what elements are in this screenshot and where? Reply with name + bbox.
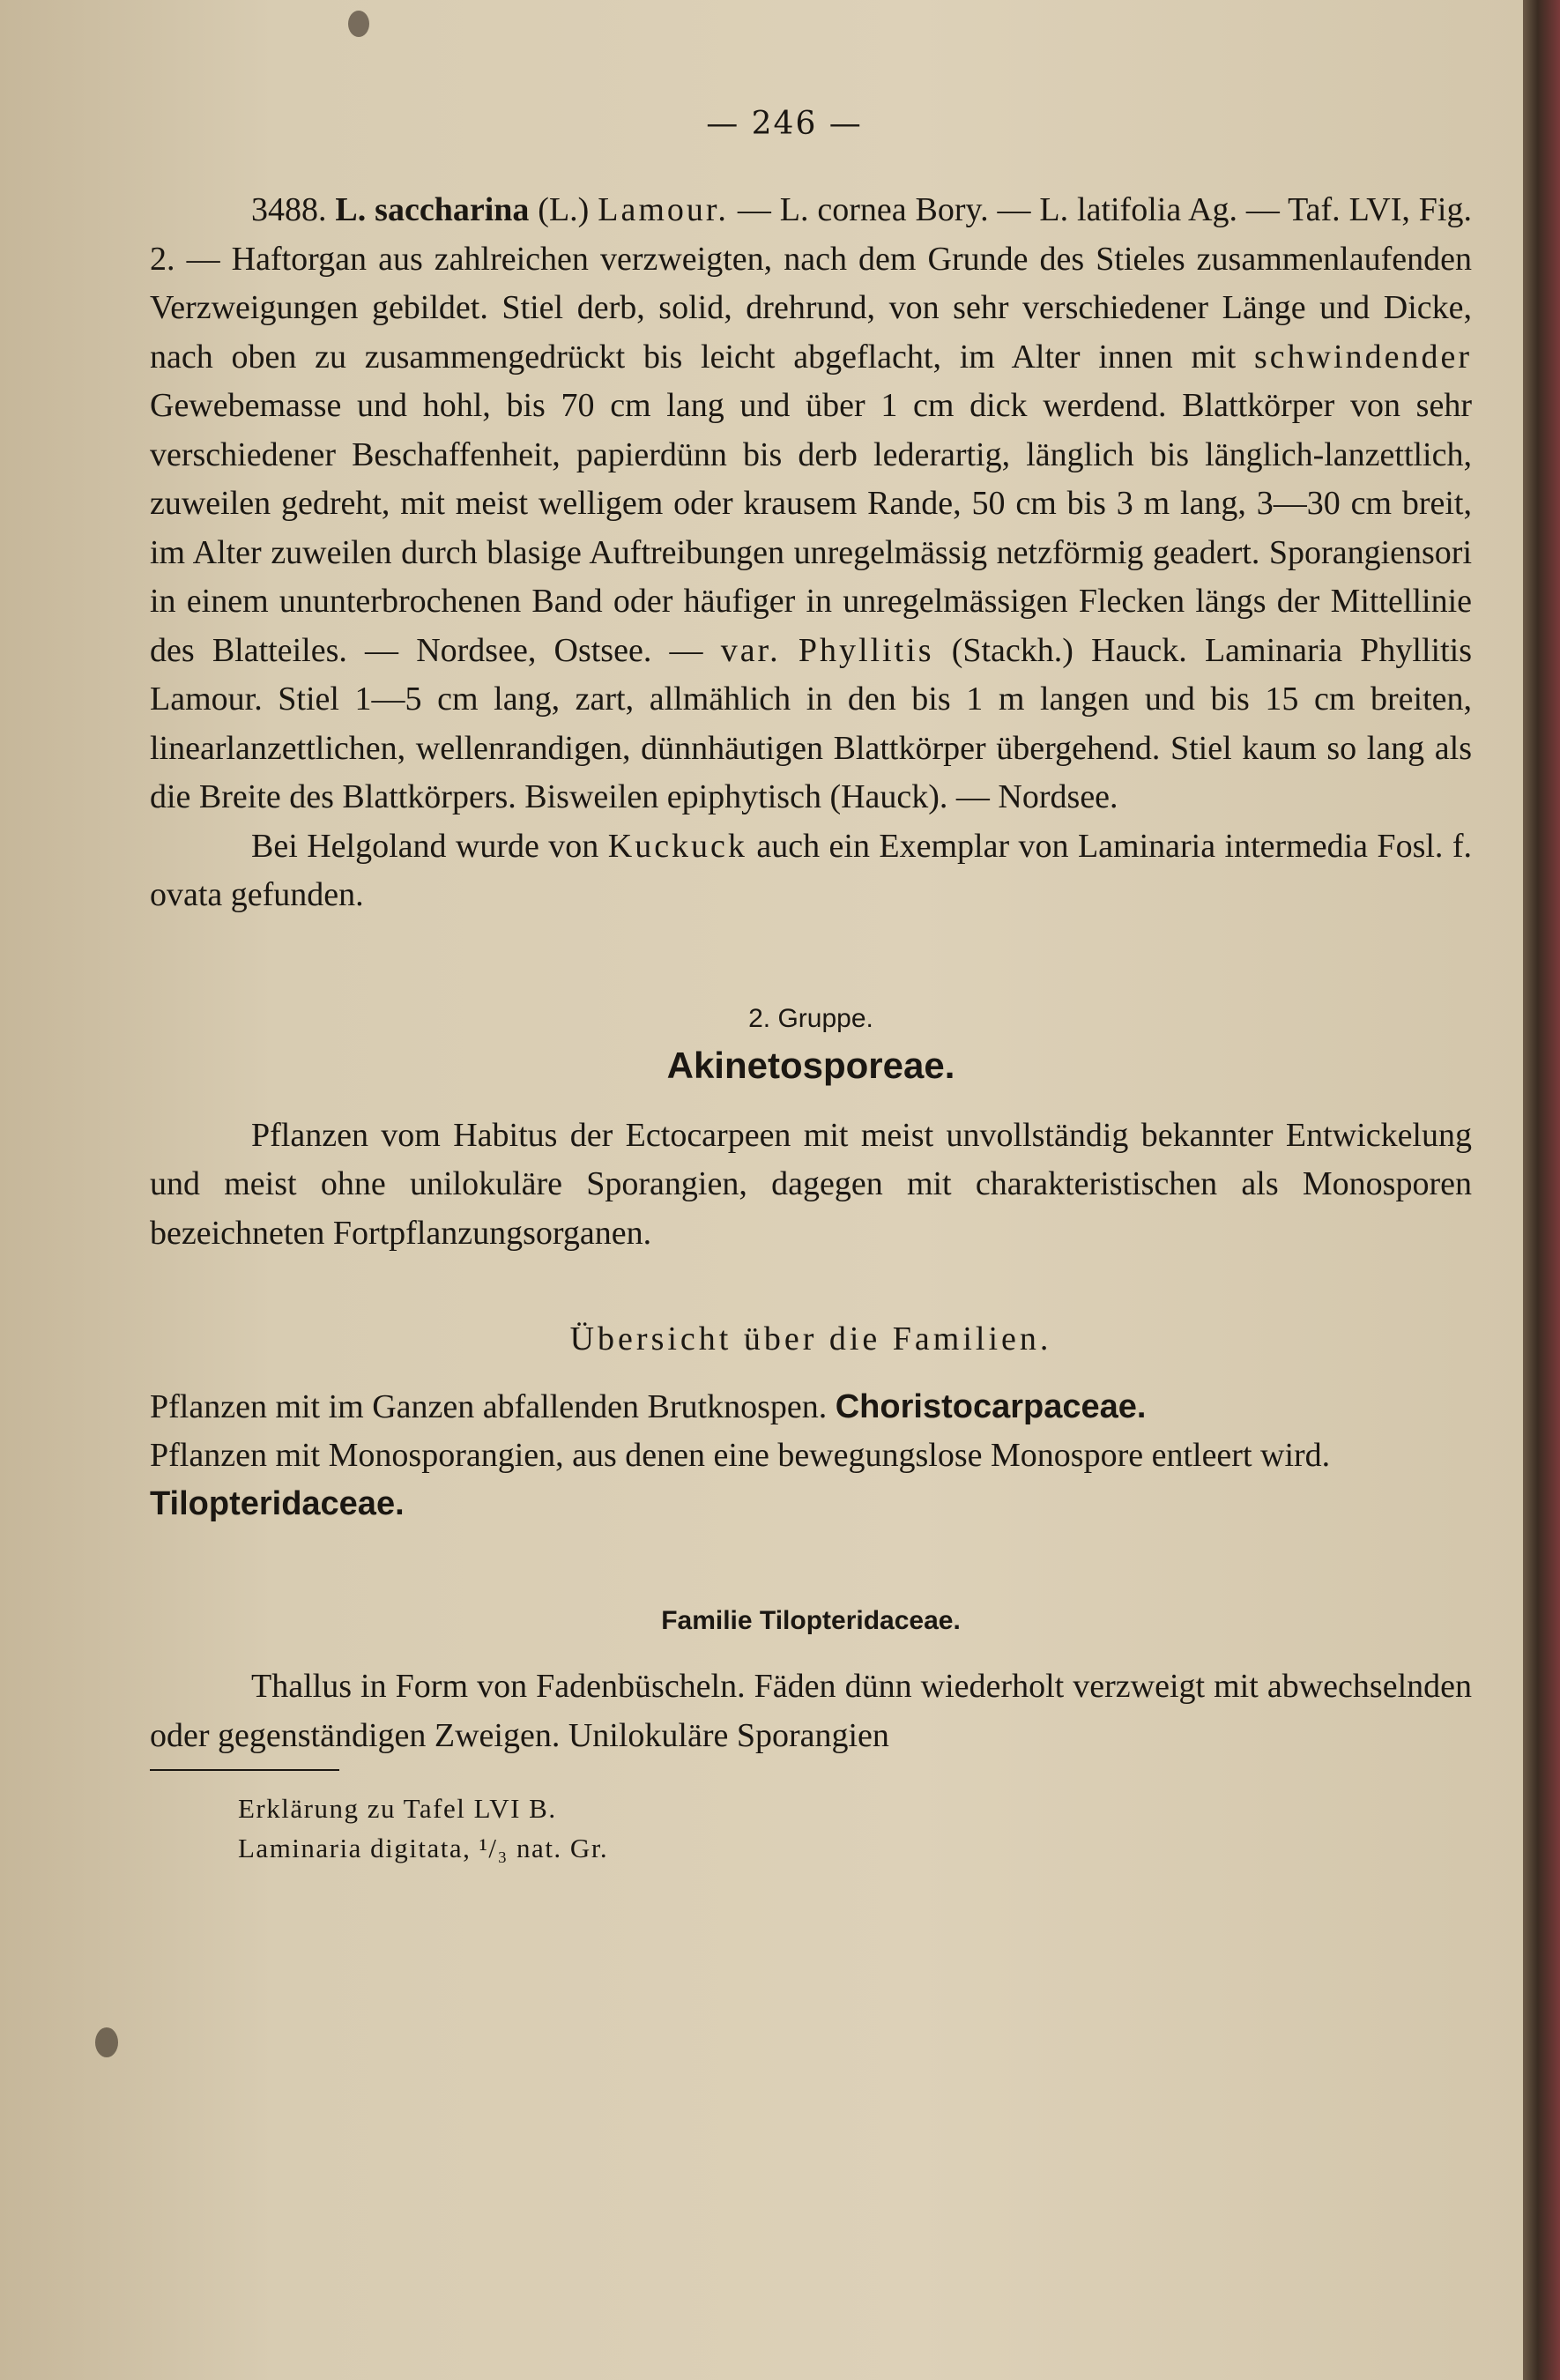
page-number: — 246 — xyxy=(706,106,863,142)
helgoland-note xyxy=(150,822,1472,920)
book-edge xyxy=(1523,0,1560,2380)
entry-body-1: — L. cornea Bory. — L. latifolia Ag. — Taf. LVI, Fig. 2. — Haftorgan aus zahlreichen verzweigten, nach dem Grunde des Stieles zusammenlaufenden Verzweigungen gebildet. Stiel derb, solid, drehrund, von sehr verschiedener Länge und Dicke, nach oben zu zusammengedrückt bis leicht abgeflacht, im Alter innen mit xyxy=(150,191,1472,376)
species-name: L. saccharina xyxy=(335,191,530,228)
group-label: 2. Gruppe. xyxy=(748,1003,873,1033)
group-description: Pflanzen vom Habitus der Ectocarpeen mit meist unvollständig bekannter Entwickelung und meist ohne unilokuläre Sporangien, dagegen mit charakteristischen als Monosporen bezeichneten Fortpflanzungsorganen. xyxy=(150,1116,1472,1252)
person-name: Kuckuck xyxy=(607,827,747,865)
page-content xyxy=(150,106,1472,1868)
overview-title: Übersicht über die Familien. xyxy=(569,1320,1052,1357)
overview-line-2-text: Pflanzen mit Monosporangien, aus denen eine bewegungslose Monospore entleert wird. xyxy=(150,1437,1331,1474)
entry-body-2: Gewebemasse und hohl, bis 70 cm lang und über 1 cm dick werdend. Blattkörper von sehr verschiedener Beschaffenheit, papierdünn bis derb lederartig, länglich bis länglich-lanzettlich, zuweilen gedreht, mit meist welligem oder krausem Rande, 50 cm bis 3 m lang, 3—30 cm breit, im Alter zuweilen durch blasige Auftreibungen unregelmässig netzförmig geadert. Sporangiensori in einem ununterbrochenen Band oder häufiger in unregelmässigen Flecken längs der Mittellinie des Blatteiles. — Nordsee, Ostsee. — xyxy=(150,387,1472,669)
footnote-rule xyxy=(150,1769,339,1771)
overview-line-1-text: Pflanzen mit im Ganzen abfallenden Brutknospen. xyxy=(150,1388,836,1425)
group-name: Akinetosporeae. xyxy=(666,1044,955,1086)
note-text-pre: Bei Helgoland wurde von xyxy=(251,827,608,865)
spaced-word: schwindender xyxy=(1253,338,1472,376)
variety-label: var. xyxy=(720,631,781,669)
entry-number: 3488. xyxy=(251,191,327,228)
footnote xyxy=(150,1789,1472,1868)
family-choristocarpaceae: Choristocarpaceae. xyxy=(835,1388,1147,1425)
overview-line-2 xyxy=(150,1432,1472,1528)
family-heading: Familie Tilopteridaceae. xyxy=(661,1606,961,1635)
ink-smudge xyxy=(95,2027,118,2057)
species-entry-3488 xyxy=(150,186,1472,822)
family-tilopteridaceae: Tilopteridaceae. xyxy=(150,1485,405,1522)
variety-name: Phyllitis xyxy=(798,631,934,669)
footnote-line-2: Laminaria digitata, ¹/₃ nat. Gr. xyxy=(238,1833,609,1863)
species-author: Lamour. xyxy=(598,191,729,228)
entry-body-3: (Stackh.) Hauck. Laminaria Phyllitis Lamour. Stiel 1—5 cm lang, zart, allmählich in den bis 1 m langen und bis 15 cm breiten, linearlanzettlichen, wellenrandigen, dünnhäutigen Blattkörper übergehend. Stiel kaum so lang als die Breite des Blattkörpers. Bisweilen epiphytisch (Hauck). — Nordsee. xyxy=(150,631,1473,815)
ink-smudge xyxy=(348,11,369,37)
family-description: Thallus in Form von Fadenbüscheln. Fäden dünn wiederholt verzweigt mit abwechselnden oder gegenständigen Zweigen. Unilokuläre Sporangien xyxy=(150,1668,1472,1754)
footnote-line-1: Erklärung zu Tafel LVI B. xyxy=(238,1793,557,1824)
overview-line-1 xyxy=(150,1383,1472,1432)
note-text-post: auch ein Exemplar von Laminaria intermedia Fosl. f. ovata gefunden. xyxy=(150,827,1472,913)
species-authority-part: (L.) xyxy=(529,191,598,228)
